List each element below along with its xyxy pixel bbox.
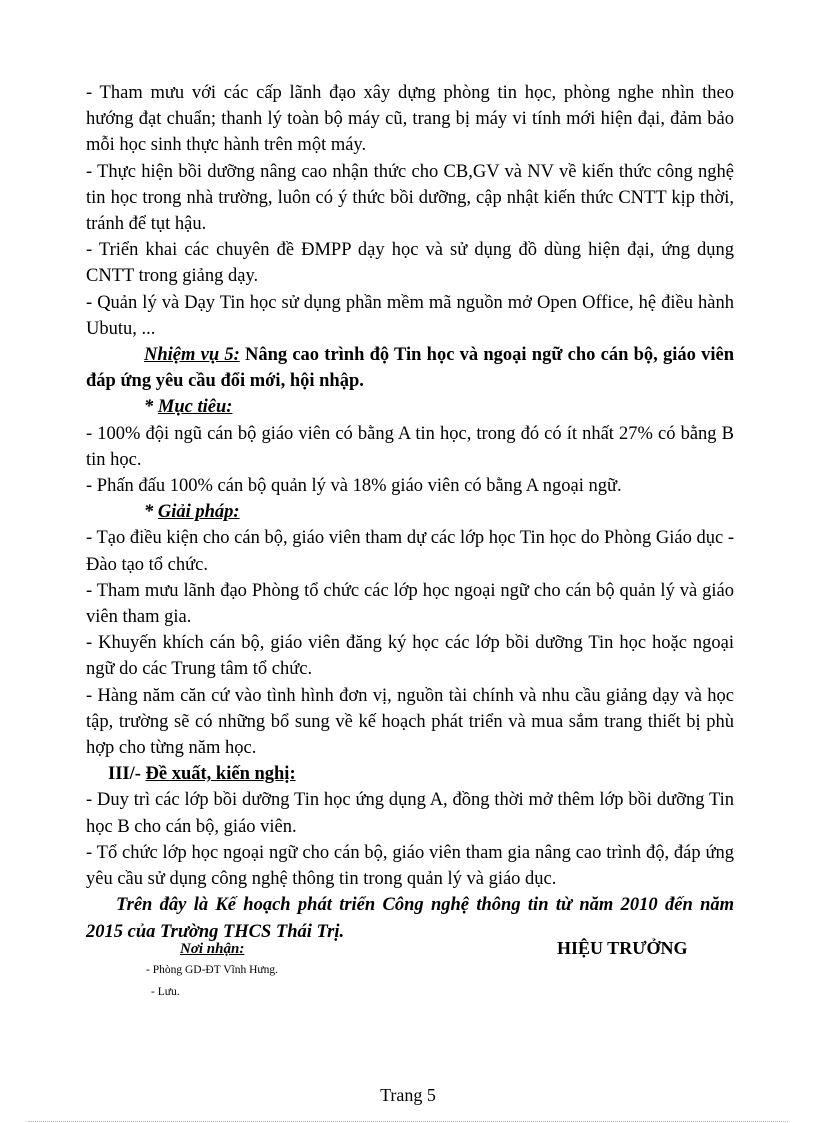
- page-number: Trang 5: [380, 1085, 436, 1105]
- document-body: [86, 80, 734, 945]
- section-3-prefix: III/-: [108, 764, 146, 785]
- solution-item: - Khuyến khích cán bộ, giáo viên đăng ký học các lớp bồi dưỡng Tin học hoặc ngoại ngữ do các Trung tâm tổ chức.: [86, 633, 734, 680]
- task-5-text: Nâng cao trình độ Tin học và ngoại ngữ cho cán bộ, giáo viên đáp ứng yêu cầu đổi mới, hội nhập.: [86, 345, 734, 392]
- paragraph: - Tham mưu với các cấp lãnh đạo xây dựng phòng tin học, phòng nghe nhìn theo hướng đạt chuẩn; thanh lý toàn bộ máy cũ, trang bị máy vi tính mới hiện đại, đảm bảo mỗi học sinh thực hành trên một máy.: [86, 83, 734, 156]
- paragraph: - Quản lý và Dạy Tin học sử dụng phần mềm mã nguồn mở Open Office, hệ điều hành Ubutu, ...: [86, 292, 734, 339]
- paragraph: - Thực hiện bồi dưỡng nâng cao nhận thức cho CB,GV và NV về kiến thức công nghệ tin học trong nhà trường, luôn có ý thức bồi dưỡng, cập nhật kiến thức CNTT kịp thời, tránh để tụt hậu.: [86, 161, 734, 235]
- task-5-label: Nhiệm vụ 5:: [144, 345, 240, 366]
- goal-item: - Phấn đấu 100% cán bộ quản lý và 18% giáo viên có bằng A ngoại ngữ.: [86, 476, 622, 497]
- solutions-prefix: *: [144, 502, 158, 523]
- goal-item: - 100% đội ngũ cán bộ giáo viên có bằng A tin học, trong đó có ít nhất 27% có bằng B tin học.: [86, 423, 734, 470]
- recipient-item: - Lưu.: [151, 986, 180, 998]
- solutions-heading: [86, 499, 734, 525]
- recipients-title: Nơi nhận:: [180, 941, 245, 957]
- signer-title: HIỆU TRƯỞNG: [557, 938, 688, 958]
- goals-heading: [86, 394, 734, 420]
- goals-prefix: *: [144, 397, 158, 418]
- proposal-item: - Duy trì các lớp bồi dưỡng Tin học ứng dụng A, đồng thời mở thêm lớp bồi dưỡng Tin học B cho cán bộ, giáo viên.: [86, 790, 734, 837]
- solution-item: - Hàng năm căn cứ vào tình hình đơn vị, nguồn tài chính và nhu cầu giảng dạy và học tập, trường sẽ có những bổ sung về kế hoạch phát triển và mua sắm trang thiết bị phù hợp cho từng năm học.: [86, 685, 734, 759]
- page-bottom-divider: [28, 1121, 788, 1122]
- goals-heading-label: Mục tiêu:: [157, 397, 233, 418]
- solution-item: - Tạo điều kiện cho cán bộ, giáo viên tham dự các lớp học Tin học do Phòng Giáo dục - Đào tạo tổ chức.: [86, 528, 734, 575]
- task-5-heading: [86, 342, 734, 394]
- solution-item: - Tham mưu lãnh đạo Phòng tổ chức các lớp học ngoại ngữ cho cán bộ quản lý và giáo viên tham gia.: [86, 580, 734, 628]
- section-3-heading-label: Đề xuất, kiến nghị:: [145, 764, 296, 785]
- paragraph: - Triển khai các chuyên đề ĐMPP dạy học và sử dụng đồ dùng hiện đại, ứng dụng CNTT trong giảng dạy.: [86, 240, 734, 287]
- solutions-heading-label: Giải pháp:: [157, 502, 240, 523]
- recipient-item: - Phòng GD-ĐT Vĩnh Hưng.: [146, 964, 278, 976]
- proposal-item: - Tổ chức lớp học ngoại ngữ cho cán bộ, giáo viên tham gia nâng cao trình độ, đáp ứng yêu cầu sử dụng công nghệ thông tin trong quản lý và giáo dục.: [86, 842, 734, 890]
- closing-statement: Trên đây là Kế hoạch phát triển Công nghệ thông tin từ năm 2010 đến năm 2015 của Trường THCS Thái Trị.: [86, 895, 734, 942]
- section-3-heading: [86, 761, 734, 787]
